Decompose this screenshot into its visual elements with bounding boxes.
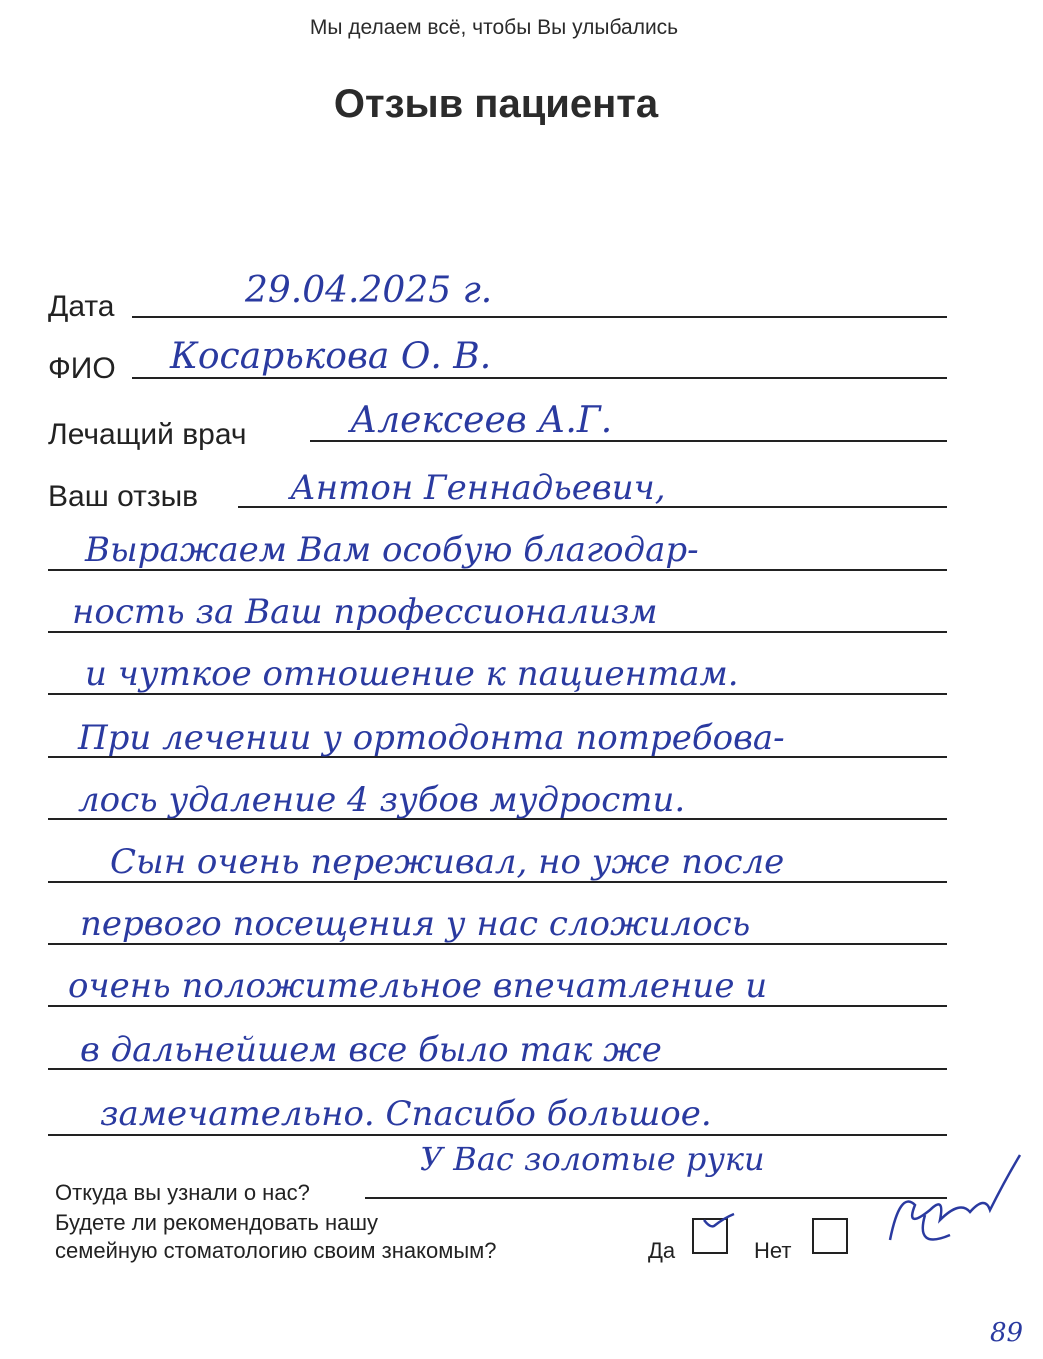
no-label: Нет: [754, 1238, 792, 1263]
review-text-line: Антон Геннадьевич,: [290, 468, 666, 508]
yes-label: Да: [648, 1238, 676, 1263]
no-checkbox[interactable]: [812, 1218, 848, 1254]
review-text-line: и чуткое отношение к пациентам.: [85, 654, 739, 694]
doctor-value[interactable]: Алексеев А.Г.: [350, 400, 613, 441]
source-answer-line[interactable]: [365, 1197, 947, 1199]
signature: [870, 1150, 1030, 1260]
review-text-line: в дальнейшем все было так же: [80, 1030, 662, 1070]
review-text-line: первого посещения у нас сложилось: [80, 904, 751, 944]
review-text-line: ность за Ваш профессионализм: [72, 592, 658, 632]
review-line-rule: [48, 1134, 947, 1136]
name-line: [132, 377, 947, 379]
name-label: ФИО: [48, 352, 116, 385]
review-text-line: Сын очень переживал, но уже после: [110, 842, 785, 882]
checkmark-icon: [700, 1212, 740, 1242]
review-text-line: очень положительное впечатление и: [68, 966, 768, 1006]
page-title: Отзыв пациента: [333, 82, 659, 126]
name-value[interactable]: Косарькова О. В.: [170, 336, 492, 377]
review-text-line: Выражаем Вам особую благодар-: [85, 530, 699, 570]
review-text-line: замечательно. Спасибо большое.: [100, 1094, 712, 1134]
review-label: Ваш отзыв: [48, 480, 199, 513]
page-number: 89: [990, 1318, 1024, 1348]
tagline: Мы делаем всё, чтобы Вы улыбались: [309, 16, 679, 39]
doctor-label: Лечащий врач: [48, 418, 247, 451]
review-text-line: У Вас золотые руки: [420, 1140, 765, 1178]
date-label: Дата: [48, 290, 115, 323]
date-line: [132, 316, 947, 318]
review-text-line: лось удаление 4 зубов мудрости.: [78, 780, 686, 820]
review-text-line: При лечении у ортодонта потребова-: [78, 718, 785, 758]
source-question: Откуда вы узнали о нас?: [55, 1180, 310, 1205]
recommend-question-line1: Будете ли рекомендовать нашу: [55, 1210, 379, 1235]
recommend-question-line2: семейную стоматологию своим знакомым?: [55, 1238, 497, 1263]
date-value[interactable]: 29.04.2025 г.: [245, 270, 493, 311]
